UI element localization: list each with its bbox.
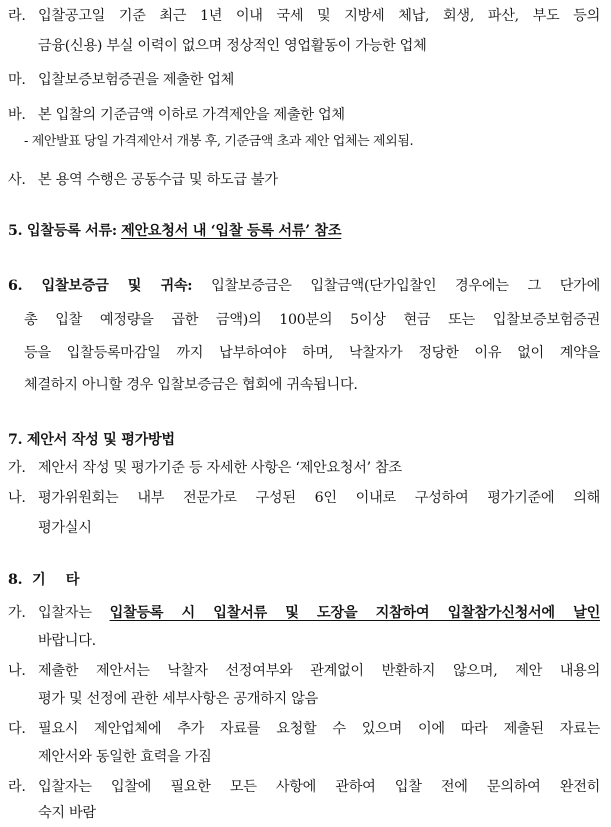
- item-ba-marker: 바.: [8, 107, 26, 123]
- item-ba-note: - 제안발표 당일 가격제안서 개봉 후, 기준금액 초과 제안 업체는 제외됨.: [24, 134, 414, 149]
- section-6-label: 6. 입찰보증금 및 귀속:: [8, 278, 193, 294]
- section-8-ga-marker: 가.: [8, 605, 26, 621]
- section-5-label: 5. 입찰등록 서류:: [8, 223, 117, 239]
- item-ra-line-2: 금융(신용) 부실 이력이 없으며 정상적인 영업활동이 가능한 업체: [38, 38, 427, 54]
- section-8-ga-emphasis: 입찰등록 시 입찰서류 및 도장을 지참하여 입찰참가신청서에 날인: [109, 605, 600, 621]
- section-6-line-3: 등을 입찰등록마감일 까지 납부하여야 하며, 낙찰자가 정당한 이유 없이 계약을: [24, 345, 600, 361]
- section-5-reference: 제안요청서 내 ‘입찰 등록 서류’ 참조: [121, 223, 342, 239]
- section-8-ra-marker: 라.: [8, 779, 26, 795]
- section-5-heading: [8, 221, 341, 241]
- item-sa-marker: 사.: [8, 172, 26, 188]
- section-8-ra-line-1: 입찰자는 입찰에 필요한 모든 사항에 관하여 입찰 전에 문의하여 완전히: [38, 779, 600, 795]
- section-8-da-marker: 다.: [8, 721, 26, 737]
- section-7-ga-marker: 가.: [8, 460, 26, 476]
- section-8-number: 8.: [8, 572, 23, 588]
- item-sa-text: 본 용역 수행은 공동수급 및 하도급 불가: [38, 172, 278, 188]
- section-8-na-line-1: 제출한 제안서는 낙찰자 선정여부와 관계없이 반환하지 않으며, 제안 내용의: [38, 663, 600, 679]
- section-6-text-1: 입찰보증금은 입찰금액(단가입찰인 경우에는 그 단가에: [211, 278, 600, 294]
- section-6-line-2: 총 입찰 예정량을 곱한 금액)의 100분의 5이상 현금 또는 입찰보증보험증권: [24, 312, 600, 328]
- section-8-da-line-2: 제안서와 동일한 효력을 가짐: [38, 749, 212, 765]
- item-ra-line-1: 입찰공고일 기준 최근 1년 이내 국세 및 지방세 체납, 회생, 파산, 부도 등의: [38, 8, 600, 24]
- section-7-ga-text: 제안서 작성 및 평가기준 등 자세한 사항은 ‘제안요청서’ 참조: [38, 460, 402, 476]
- section-7-na-marker: 나.: [8, 490, 26, 506]
- section-7-na-line-1: 평가위원회는 내부 전문가로 구성된 6인 이내로 구성하여 평가기준에 의해: [38, 490, 600, 506]
- section-6-line-4: 체결하지 아니할 경우 입찰보증금은 협회에 귀속됩니다.: [24, 377, 358, 393]
- section-8-na-marker: 나.: [8, 663, 26, 679]
- section-6-line-1: [8, 276, 600, 296]
- section-8-da-line-1: 필요시 제안업체에 추가 자료를 요청할 수 있으며 이에 따라 제출된 자료는: [38, 721, 600, 737]
- section-8-na-line-2: 평가 및 선정에 관한 세부사항은 공개하지 않음: [38, 691, 318, 707]
- section-8-ra-line-2: 숙지 바람: [38, 805, 96, 821]
- section-7-na-line-2: 평가실시: [38, 520, 92, 536]
- section-8-title: 기타: [32, 572, 100, 588]
- section-8-ga-lead: 입찰자는: [38, 605, 110, 621]
- section-7-heading: 7. 제안서 작성 및 평가방법: [8, 432, 175, 448]
- item-ma-text: 입찰보증보험증권을 제출한 업체: [38, 72, 235, 88]
- item-ra-marker: 라.: [8, 8, 26, 24]
- section-8-ga-line-1: [38, 603, 600, 623]
- section-8-ga-line-2: 바랍니다.: [38, 633, 96, 649]
- item-ma-marker: 마.: [8, 72, 26, 88]
- item-ba-text: 본 입찰의 기준금액 이하로 가격제안을 제출한 업체: [38, 107, 345, 123]
